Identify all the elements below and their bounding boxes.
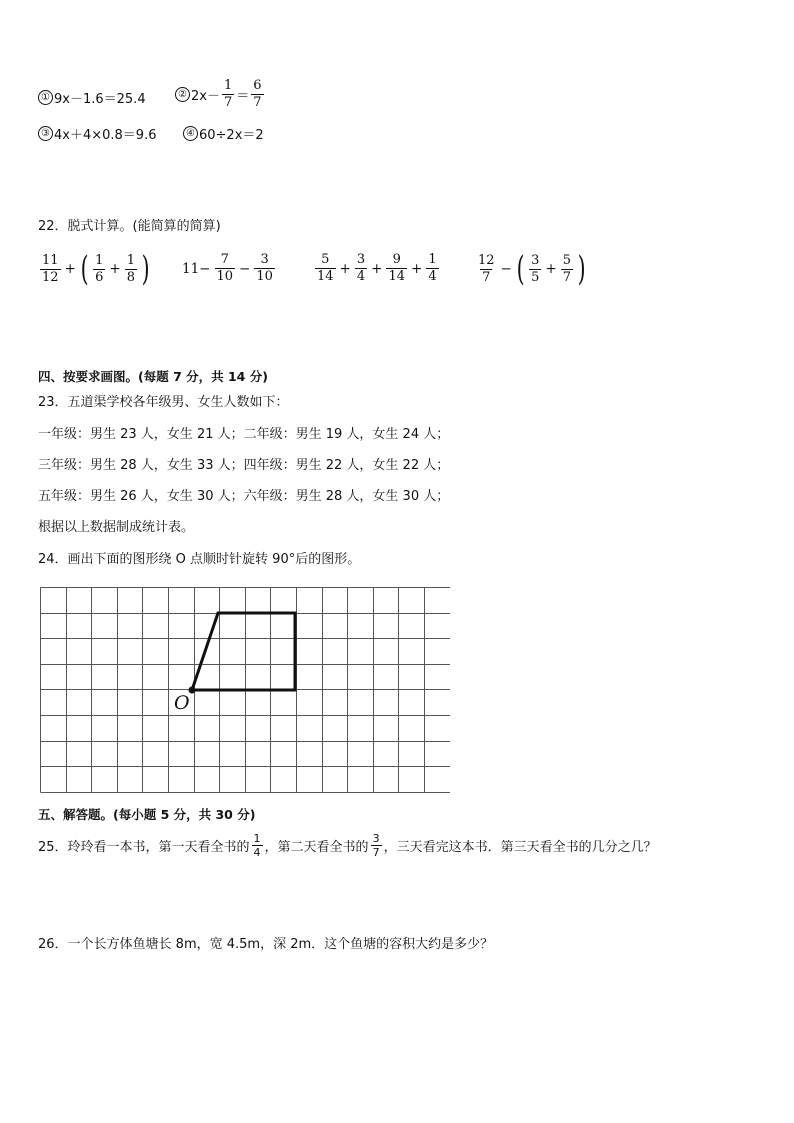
calc-2: 11− $\frac{7}{10}$ − $\frac{3}{10}$ [182, 252, 273, 284]
equation-4 [183, 124, 264, 143]
q23-line-2: 三年级：男生 28 人，女生 33 人；四年级：男生 22 人，女生 22 人； [38, 458, 450, 473]
q22-title: 22．脱式计算。(能简算的简算) [38, 219, 221, 234]
q23-title: 23．五道渠学校各年级男、女生人数如下： [38, 395, 289, 410]
q23-line-3: 五年级：男生 26 人，女生 30 人；六年级：男生 28 人，女生 30 人； [38, 489, 450, 504]
rotation-grid [40, 587, 450, 795]
equation-2: ② 2x－ $\frac{1}{7}$ ＝ $\frac{6}{7}$ [175, 78, 266, 111]
equation-3 [38, 124, 156, 143]
q23-line-1: 一年级：男生 23 人，女生 21 人；二年级：男生 19 人，女生 24 人； [38, 427, 450, 442]
section-4-title: 四、按要求画图。(每题 7 分，共 14 分) [38, 369, 268, 384]
equation-1-number: ① [38, 90, 53, 105]
calc-4: $\frac{12}{7}$ − ( $\frac{3}{5}$ + $\frac{5}{7}$ ) [478, 249, 586, 289]
equation-2-prefix: 2x－ [191, 89, 220, 104]
equation-3-text: 4x＋4×0.8＝9.6 [54, 128, 157, 143]
fraction: $\frac{1}{7}$ [223, 78, 233, 110]
trapezoid-shape [192, 613, 295, 690]
section-5-title: 五、解答题。(每小题 5 分，共 30 分) [38, 807, 256, 822]
q23-line-4: 根据以上数据制成统计表。 [38, 520, 195, 535]
fraction: $\frac{6}{7}$ [253, 78, 262, 110]
point-o-label: O [174, 692, 190, 714]
q24-title: 24．画出下面的图形绕 O 点顺时针旋转 90°后的图形。 [38, 552, 361, 567]
calc-3: $\frac{5}{14}$ + $\frac{3}{4}$ + $\frac{9}{14}$ + $\frac{1}{4}$ [317, 252, 437, 284]
equation-4-text: 60÷2x＝2 [199, 128, 264, 143]
calc-1: $\frac{11}{12}$ + ( $\frac{1}{6}$ + $\frac{1}{8}$ ) [42, 249, 150, 289]
equation-1-text: 9x－1.6＝25.4 [54, 92, 146, 107]
equation-2-number: ② [175, 87, 190, 102]
q26: 26．一个长方体鱼塘长 8m，宽 4.5m，深 2m．这个鱼塘的容积大约是多少？ [38, 937, 494, 952]
equation-1 [38, 88, 146, 107]
q25: 25．玲玲看一本书，第一天看全书的 $\frac{1}{4}$ ，第二天看全书的 $\frac{3}{7}$ ，三天看完这本书．第三天看全书的几分之几？ [38, 832, 657, 859]
equation-4-number: ④ [183, 126, 198, 141]
equation-3-number: ③ [38, 126, 53, 141]
